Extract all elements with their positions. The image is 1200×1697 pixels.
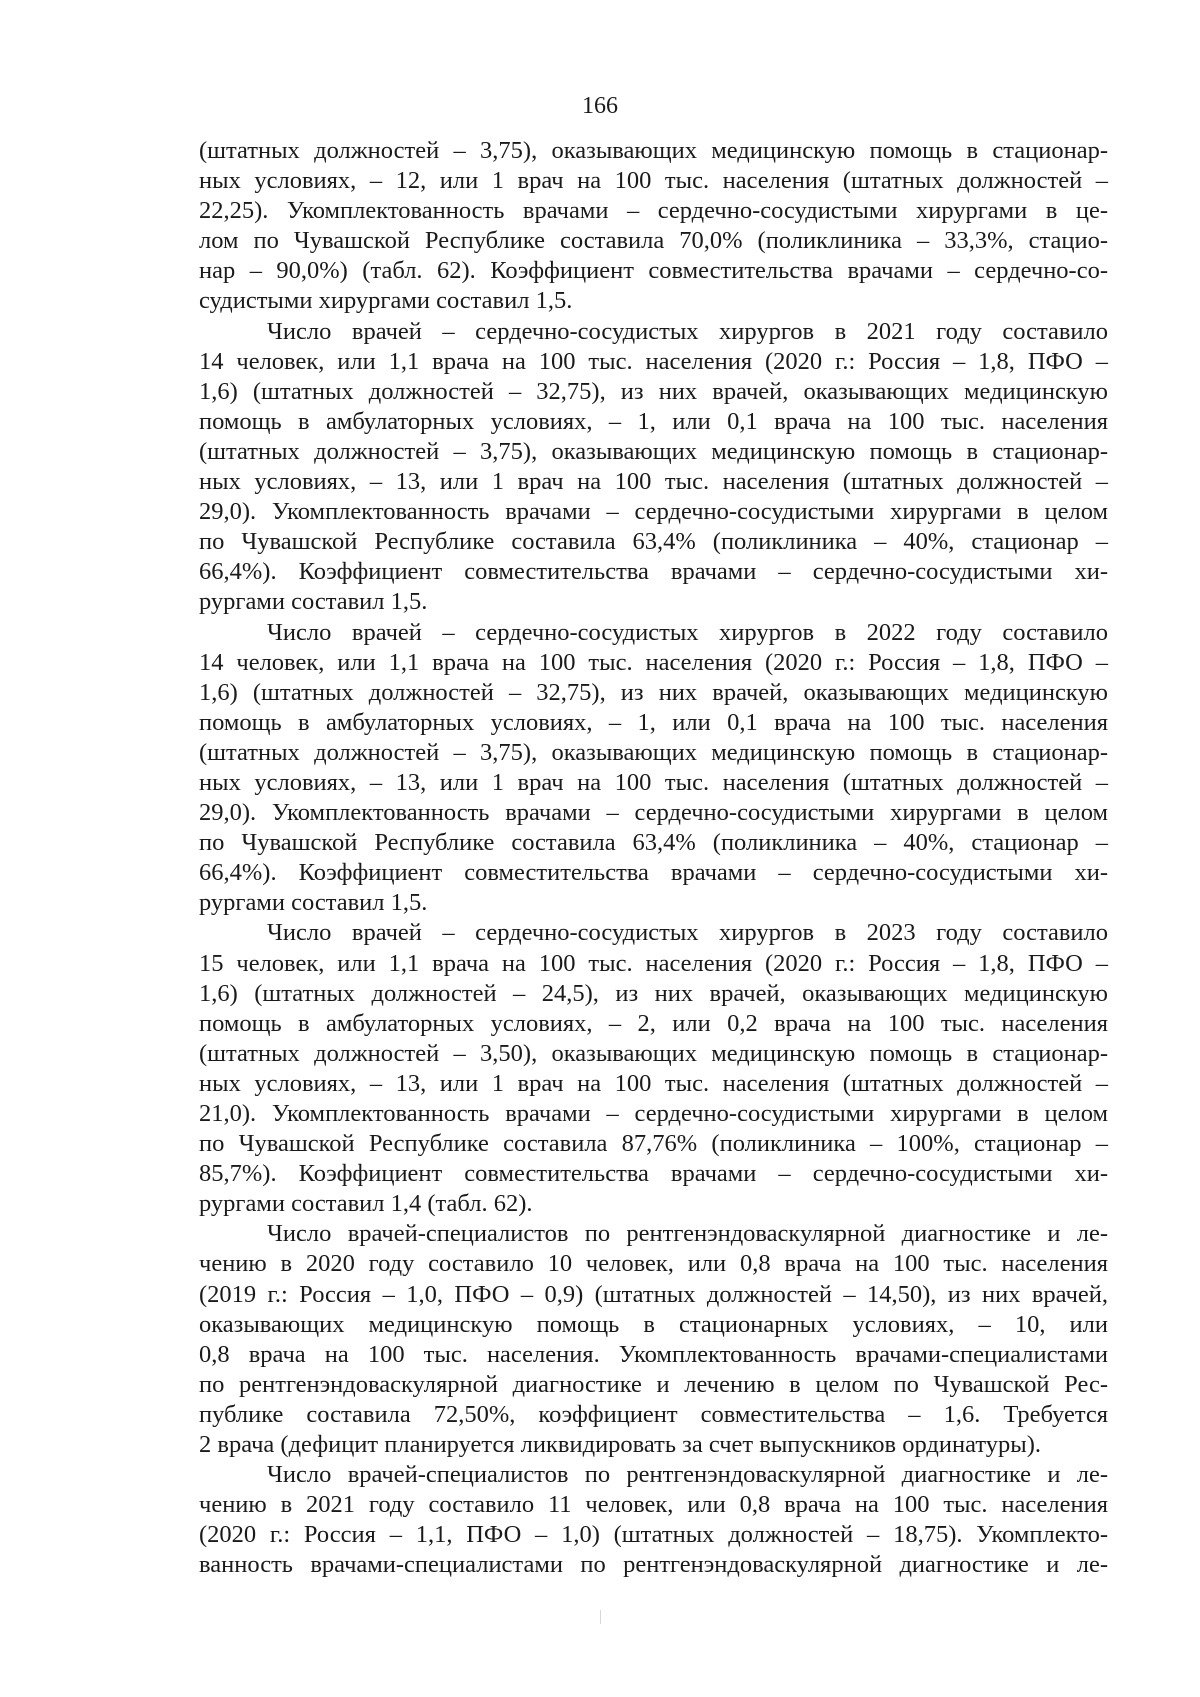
text-line: Число врачей – сердечно-сосудистых хирургов в 2023 году составило — [267, 919, 1108, 947]
text-line: Число врачей – сердечно-сосудистых хирургов в 2021 году составило — [267, 317, 1108, 345]
text-line: рургами составил 1,4 (табл. 62). — [199, 1190, 533, 1218]
text-line: по рентгенэндоваскулярной диагностике и лечению в целом по Чувашской Рес- — [199, 1370, 1108, 1398]
text-line: 14 человек, или 1,1 врача на 100 тыс. населения (2020 г.: Россия – 1,8, ПФО – — [199, 347, 1108, 375]
text-line: по Чувашской Республике составила 63,4% (поликлиника – 40%, стационар – — [199, 829, 1108, 857]
text-line: 22,25). Укомплектованность врачами – сердечно-сосудистыми хирургами в це- — [199, 197, 1108, 225]
text-line: чению в 2020 году составило 10 человек, или 0,8 врача на 100 тыс. населения — [199, 1250, 1108, 1278]
text-line: (штатных должностей – 3,75), оказывающих медицинскую помощь в стационар- — [199, 137, 1108, 164]
page-number: 166 — [582, 93, 618, 119]
text-line: ных условиях, – 13, или 1 врач на 100 тыс. населения (штатных должностей – — [199, 468, 1108, 496]
text-line: (штатных должностей – 3,50), оказывающих медицинскую помощь в стационар- — [199, 1039, 1108, 1067]
text-line: 1,6) (штатных должностей – 24,5), из них врачей, оказывающих медицинскую — [199, 979, 1108, 1007]
text-line: судистыми хирургами составил 1,5. — [199, 287, 573, 315]
text-line: 14 человек, или 1,1 врача на 100 тыс. населения (2020 г.: Россия – 1,8, ПФО – — [199, 648, 1108, 676]
text-line: 1,6) (штатных должностей – 32,75), из них врачей, оказывающих медицинскую — [199, 678, 1108, 706]
text-line: ных условиях, – 13, или 1 врач на 100 тыс. населения (штатных должностей – — [199, 1069, 1108, 1097]
paragraph — [199, 918, 1108, 1219]
text-line: 15 человек, или 1,1 врача на 100 тыс. населения (2020 г.: Россия – 1,8, ПФО – — [199, 949, 1108, 977]
text-line: лом по Чувашской Республике составила 70,0% (поликлиника – 33,3%, стацио- — [199, 227, 1108, 255]
text-line: чению в 2021 году составило 11 человек, или 0,8 врача на 100 тыс. населения — [199, 1491, 1108, 1519]
text-line: 85,7%). Коэффициент совместительства врачами – сердечно-сосудистыми хи- — [199, 1160, 1108, 1188]
text-line: 1,6) (штатных должностей – 32,75), из них врачей, оказывающих медицинскую — [199, 377, 1108, 405]
text-line: по Чувашской Республике составила 63,4% (поликлиника – 40%, стационар – — [199, 528, 1108, 556]
text-line: помощь в амбулаторных условиях, – 1, или 0,1 врача на 100 тыс. населения — [199, 407, 1108, 435]
text-line: помощь в амбулаторных условиях, – 1, или 0,1 врача на 100 тыс. населения — [199, 708, 1108, 736]
text-line: (штатных должностей – 3,75), оказывающих медицинскую помощь в стационар- — [199, 437, 1108, 465]
text-line: по Чувашской Республике составила 87,76% (поликлиника – 100%, стационар – — [199, 1130, 1108, 1158]
text-line: ванность врачами-специалистами по рентгенэндоваскулярной диагностике и ле- — [199, 1551, 1108, 1579]
paragraph — [199, 1460, 1108, 1580]
text-line: помощь в амбулаторных условиях, – 2, или 0,2 врача на 100 тыс. населения — [199, 1009, 1108, 1037]
text-line: Число врачей – сердечно-сосудистых хирургов в 2022 году составило — [267, 618, 1108, 646]
text-line: публике составила 72,50%, коэффициент совместительства – 1,6. Требуется — [199, 1400, 1108, 1428]
text-line: рургами составил 1,5. — [199, 889, 428, 917]
text-line: ных условиях, – 12, или 1 врач на 100 тыс. населения (штатных должностей – — [199, 167, 1108, 195]
text-line: 21,0). Укомплектованность врачами – сердечно-сосудистыми хирургами в целом — [199, 1100, 1108, 1127]
paragraph — [199, 136, 1108, 317]
text-line: Число врачей-специалистов по рентгенэндоваскулярной диагностике и ле- — [267, 1461, 1108, 1489]
text-line: Число врачей-специалистов по рентгенэндоваскулярной диагностике и ле- — [267, 1220, 1108, 1248]
text-line: оказывающих медицинскую помощь в стационарных условиях, – 10, или — [199, 1310, 1108, 1338]
paragraph — [199, 618, 1108, 919]
scan-artifact-mark — [600, 1610, 601, 1624]
document-body — [199, 136, 1108, 1581]
text-line: ных условиях, – 13, или 1 врач на 100 тыс. населения (штатных должностей – — [199, 768, 1108, 796]
text-line: 66,4%). Коэффициент совместительства врачами – сердечно-сосудистыми хи- — [199, 558, 1108, 586]
text-line: 66,4%). Коэффициент совместительства врачами – сердечно-сосудистыми хи- — [199, 859, 1108, 887]
text-line: рургами составил 1,5. — [199, 588, 428, 616]
text-line: 29,0). Укомплектованность врачами – сердечно-сосудистыми хирургами в целом — [199, 799, 1108, 827]
text-line: 29,0). Укомплектованность врачами – сердечно-сосудистыми хирургами в целом — [199, 498, 1108, 526]
paragraph — [199, 317, 1108, 618]
text-line: (2019 г.: Россия – 1,0, ПФО – 0,9) (штатных должностей – 14,50), из них врачей, — [199, 1280, 1108, 1308]
text-line: 0,8 врача на 100 тыс. населения. Укомплектованность врачами-специалистами — [199, 1340, 1108, 1368]
text-line: (2020 г.: Россия – 1,1, ПФО – 1,0) (штатных должностей – 18,75). Укомплекто- — [199, 1521, 1108, 1549]
text-line: 2 врача (дефицит планируется ликвидировать за счет выпускников ординатуры). — [199, 1431, 1041, 1459]
text-line: нар – 90,0%) (табл. 62). Коэффициент совместительства врачами – сердечно-со- — [199, 257, 1108, 285]
paragraph — [199, 1219, 1108, 1460]
text-line: (штатных должностей – 3,75), оказывающих медицинскую помощь в стационар- — [199, 738, 1108, 766]
